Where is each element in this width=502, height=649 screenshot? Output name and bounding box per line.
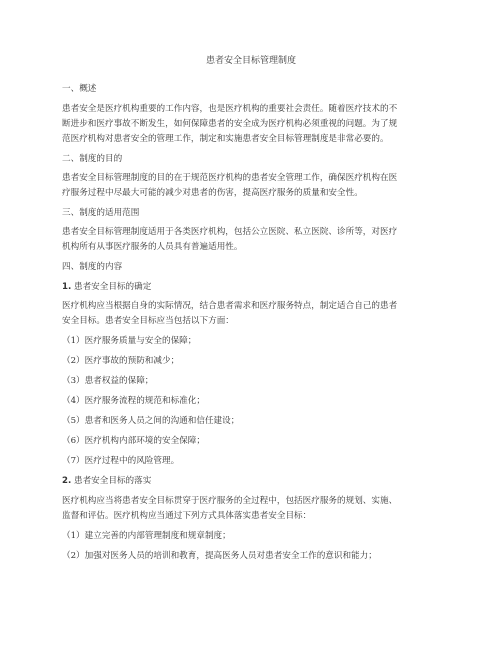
subsection-heading-goal-implementation bbox=[62, 475, 151, 487]
section-heading-content: 四、制度的内容 bbox=[62, 262, 123, 272]
paragraph-line: 机构所有从事医疗服务的人员具有普遍适用性。 bbox=[62, 242, 243, 252]
subsection-heading-text: 患者安全目标的落实 bbox=[73, 476, 152, 486]
section-heading-overview: 一、概述 bbox=[62, 84, 97, 94]
document-title: 患者安全目标管理制度 bbox=[205, 56, 296, 66]
list-item: （2）医疗事故的预防和减少； bbox=[62, 356, 180, 366]
paragraph-line: 医疗机构应当根据自身的实际情况，结合患者需求和医疗服务特点，制定适合自己的患者 bbox=[62, 301, 398, 311]
list-item: （1）医疗服务质量与安全的保障； bbox=[62, 336, 197, 346]
list-item: （2）加强对医务人员的培训和教育，提高医务人员对患者安全工作的意识和能力； bbox=[62, 551, 377, 561]
subsection-number: 2. bbox=[62, 476, 72, 486]
subsection-number: 1. bbox=[62, 282, 72, 292]
paragraph-line: 范医疗机构对患者安全的管理工作，制定和实施患者安全目标管理制度是非常必要的。 bbox=[62, 134, 389, 144]
section-heading-purpose: 二、制度的目的 bbox=[62, 154, 123, 164]
list-item: （7）医疗过程中的风险管理。 bbox=[62, 456, 180, 466]
subsection-heading-goal-definition bbox=[62, 281, 151, 293]
list-item: （1）建立完善的内部管理制度和规章制度； bbox=[62, 531, 231, 541]
list-item: （3）患者权益的保障； bbox=[62, 376, 154, 386]
paragraph-line: 患者安全目标管理制度的目的在于规范医疗机构的患者安全管理工作，确保医疗机构在医 bbox=[62, 173, 398, 183]
subsection-heading-text: 患者安全目标的确定 bbox=[73, 282, 152, 292]
list-item: （6）医疗机构内部环境的安全保障； bbox=[62, 436, 205, 446]
paragraph-line: 断进步和医疗事故不断发生，如何保障患者的安全成为医疗机构必须重视的问题。为了规 bbox=[62, 119, 398, 129]
list-item: （5）患者和医务人员之间的沟通和信任建设； bbox=[62, 416, 240, 426]
paragraph-line: 医疗机构应当将患者安全目标贯穿于医疗服务的全过程中，包括医疗服务的规划、实施、 bbox=[62, 496, 398, 506]
paragraph-line: 疗服务过程中尽最大可能的减少对患者的伤害，提高医疗服务的质量和安全性。 bbox=[62, 188, 363, 198]
paragraph-line: 安全目标。患者安全目标应当包括以下方面： bbox=[62, 316, 234, 326]
section-heading-scope: 三、制度的适用范围 bbox=[62, 208, 140, 218]
paragraph-line: 患者安全是医疗机构重要的工作内容，也是医疗机构的重要社会责任。随着医疗技术的不 bbox=[62, 104, 398, 114]
paragraph-line: 患者安全目标管理制度适用于各类医疗机构，包括公立医院、私立医院、诊所等，对医疗 bbox=[62, 227, 398, 237]
list-item: （4）医疗服务流程的规范和标准化； bbox=[62, 396, 205, 406]
paragraph-line: 监督和评估。医疗机构应当通过下列方式具体落实患者安全目标： bbox=[62, 511, 312, 521]
